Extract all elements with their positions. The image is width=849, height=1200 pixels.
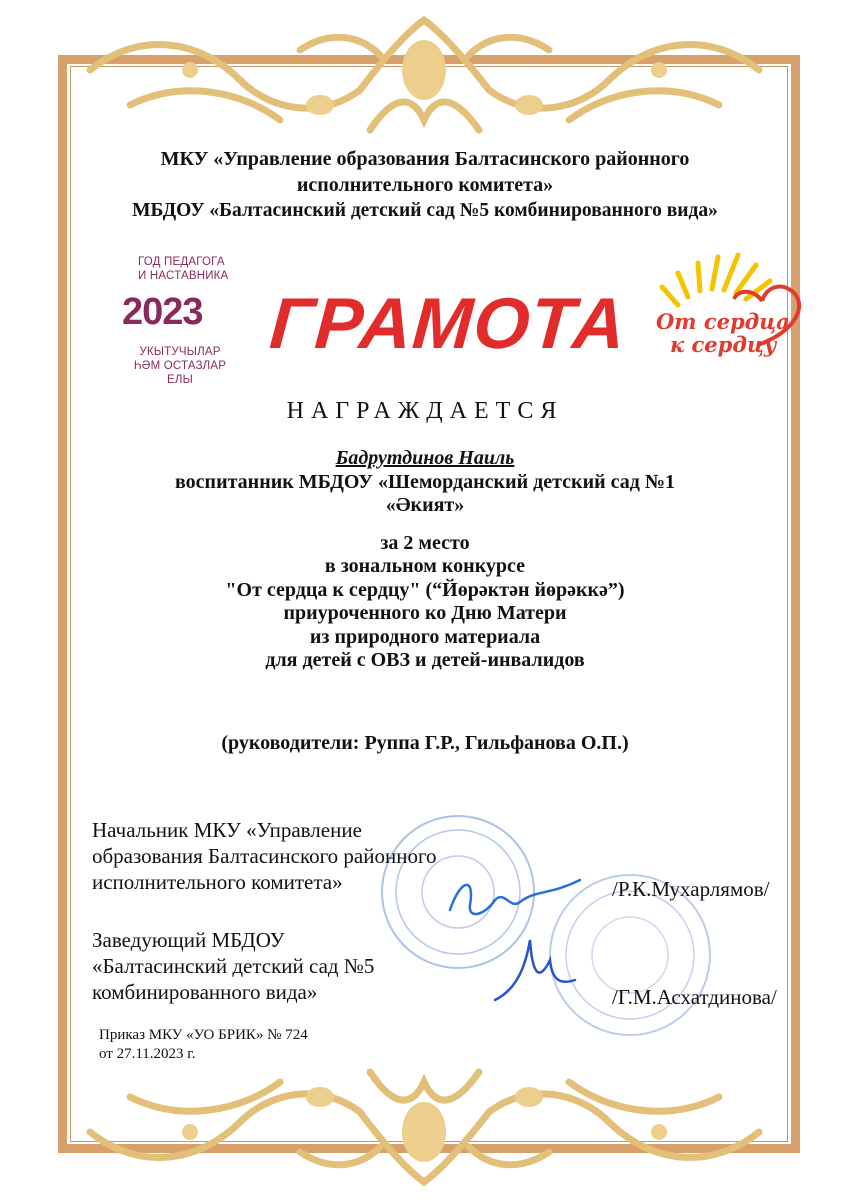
reason-line-5: из природного материала <box>309 625 541 648</box>
heart-to-heart-logo <box>648 235 808 365</box>
top-ornament-icon <box>70 10 779 148</box>
signatory-2-line-3: комбинированного вида» <box>92 980 318 1004</box>
recipient-line-2: воспитанник МБДОУ «Шеморданский детский сад №1 <box>175 470 675 493</box>
signatory-2-name: /Г.М.Асхатдинова/ <box>612 985 777 1009</box>
certificate-title: ГРАМОТА <box>267 284 629 364</box>
recipient-name: Бадрутдинов Наиль <box>335 447 515 469</box>
logo-bottom-line-1: УКЫТУЧЫЛАР <box>139 346 221 358</box>
reason-line-4: приуроченного ко Дню Матери <box>283 602 567 624</box>
signatory-2-line-1: Заведующий МБДОУ <box>92 928 285 952</box>
logo-year: 2023 <box>122 291 203 333</box>
recipient-line-3: «Әкият» <box>385 494 465 516</box>
order-line-2: от 27.11.2023 г. <box>99 1046 196 1062</box>
signatory-2-title <box>92 927 374 1005</box>
award-body <box>120 447 730 673</box>
logo-right-line-2: к сердцу <box>670 332 777 357</box>
logo-top-line-2: И НАСТАВНИКА <box>138 270 229 282</box>
reason-line-2: в зональном конкурсе <box>324 555 526 577</box>
issuer-line-2: исполнительного комитета» <box>296 174 554 196</box>
order-line-1: Приказ МКУ «УО БРИК» № 724 <box>99 1027 308 1043</box>
logo-bottom-line-2: ҺӘМ ОСТАЗЛАР ЕЛЫ <box>133 360 227 386</box>
signatory-1-line-2: образования Балтасинского районного <box>92 844 437 868</box>
signatory-1-line-1: Начальник МКУ «Управление <box>92 818 362 842</box>
logo-bottom-text <box>120 345 240 387</box>
signatory-2-line-2: «Балтасинский детский сад №5 <box>92 954 375 978</box>
signatory-1-line-3: исполнительного комитета» <box>92 870 343 894</box>
signatory-1-title <box>92 817 437 895</box>
issuer-line-1: МКУ «Управление образования Балтасинского районного <box>160 148 690 170</box>
reason-line-1: за 2 место <box>380 531 470 554</box>
logo-top-text <box>138 255 238 283</box>
logo-right-line-1: От сердца <box>656 309 790 334</box>
issuer-line-3: МБДОУ «Балтасинский детский сад №5 комбинированного вида» <box>132 200 718 221</box>
awarded-label: НАГРАЖДАЕТСЯ <box>286 398 564 424</box>
reason-line-6: для детей с ОВЗ и детей-инвалидов <box>265 649 585 671</box>
order-reference <box>99 1026 308 1064</box>
signatory-1-name: /Р.К.Мухарлямов/ <box>612 877 770 901</box>
issuer-header <box>95 146 755 224</box>
signature-1-icon <box>440 860 590 930</box>
reason-line-3: "От сердца к сердцу" (“Йөрәктән йөрәккә”) <box>225 578 625 601</box>
signature-2-icon <box>490 930 580 1010</box>
leaders-line: (руководители: Руппа Г.Р., Гильфанова О.П.) <box>221 732 629 754</box>
spacer <box>120 518 730 532</box>
year-of-teacher-logo <box>112 255 234 386</box>
logo-top-line-1: ГОД ПЕДАГОГА <box>138 256 225 268</box>
